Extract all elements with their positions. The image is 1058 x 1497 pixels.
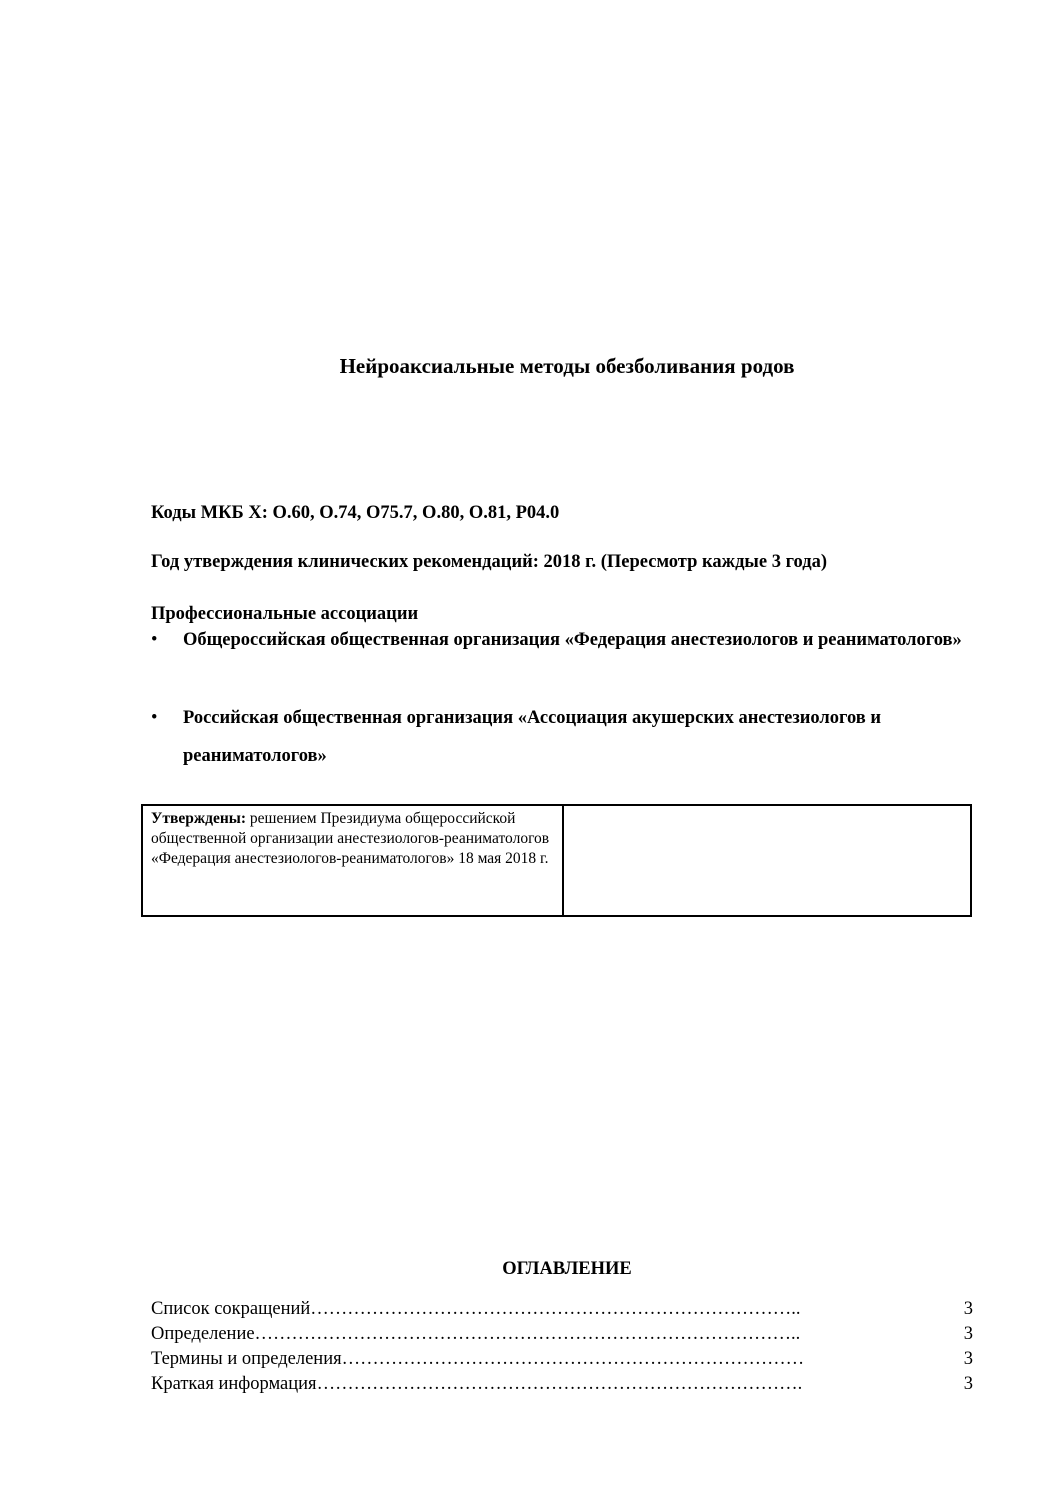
toc-page-number: 3 [963, 1349, 973, 1369]
associations-heading: Профессиональные ассоциации [151, 604, 419, 624]
toc-item[interactable] [151, 1347, 973, 1372]
association-item [151, 699, 981, 775]
approval-cell [143, 806, 564, 915]
toc-page-number: 3 [963, 1324, 973, 1344]
toc-item[interactable] [151, 1322, 973, 1347]
approval-label: Утверждены: [151, 810, 247, 827]
icd-codes: Коды МКБ X: O.60, O.74, O75.7, O.80, O.81, P04.0 [151, 503, 560, 523]
toc-page-number: 3 [963, 1374, 973, 1394]
bullet-icon: • [151, 630, 158, 650]
toc-entry[interactable]: Список сокращений…………………………………………………………………….. [151, 1299, 801, 1319]
toc-entry[interactable]: Термины и определения………………………………………………………………… [151, 1349, 805, 1369]
toc-item[interactable] [151, 1297, 973, 1322]
approval-text: решением Президиума общероссийской общественной организации анестезиологов-реаниматологов «Федерация анестезиологов-реаниматологов» 18 мая 2018 г. [151, 810, 550, 867]
bullet-icon: • [151, 708, 158, 728]
association-text: Общероссийская общественная организация «Федерация анестезиологов и реаниматологов» [183, 630, 962, 650]
toc-page-number: 3 [963, 1299, 973, 1319]
approval-table [141, 804, 972, 917]
toc-item[interactable] [151, 1372, 973, 1397]
toc-entry[interactable]: Краткая информация……………………………………………………………………. [151, 1374, 803, 1394]
document-title: Нейроаксиальные методы обезболивания родов [339, 354, 795, 378]
association-text: Российская общественная организация «Ассоциация акушерских анестезиологов и реаниматологов» [183, 708, 882, 766]
toc-list [151, 1297, 973, 1397]
approval-empty-cell [564, 806, 970, 915]
toc-entry[interactable]: Определение…………………………………………………………………………….. [151, 1324, 801, 1344]
toc-heading: ОГЛАВЛЕНИЕ [502, 1259, 632, 1279]
approval-year: Год утверждения клинических рекомендаций: 2018 г. (Пересмотр каждые 3 года) [151, 552, 828, 572]
association-item [151, 621, 981, 659]
